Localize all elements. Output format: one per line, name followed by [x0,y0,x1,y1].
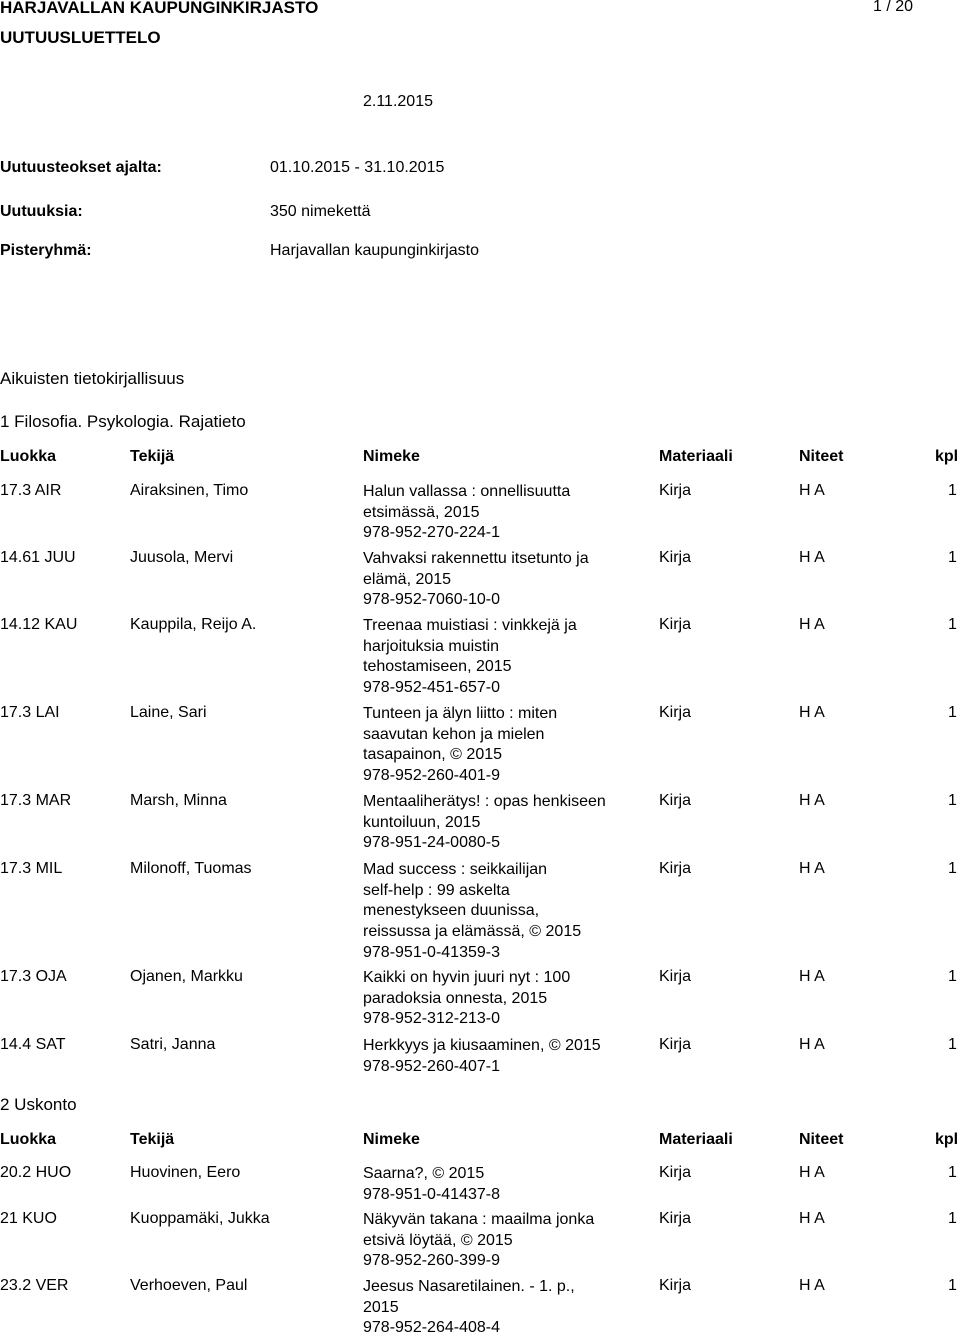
nimeke-line: 2015 [363,1298,399,1316]
nimeke-line: self-help : 99 askelta [363,881,510,899]
nimeke-line: Treenaa muistiasi : vinkkejä ja [363,617,577,634]
section-title: 2 Uskonto [0,1095,77,1114]
group-label: Pisteryhmä: [0,242,92,259]
list-title: UUTUUSLUETTELO [0,28,161,47]
row-materiaali: Kirja [659,1036,692,1053]
row-materiaali: Kirja [659,792,692,809]
row-materiaali: Kirja [659,616,692,633]
nimeke-isbn: 978-951-24-0080-5 [363,834,500,852]
row-kpl: 1 [948,1210,957,1227]
nimeke-line: Kaikki on hyvin juuri nyt : 100 [363,969,571,986]
row-luokka: 23.2 VER [0,1277,69,1294]
nimeke-line: saavutan kehon ja mielen [363,725,545,743]
nimeke-line: reissussa ja elämässä, © 2015 [363,923,582,941]
nimeke-line: harjoituksia muistin [363,637,500,655]
nimeke-line: Näkyvän takana : maailma jonka [363,1211,595,1228]
row-luokka: 17.3 LAI [0,704,60,721]
category-title: Aikuisten tietokirjallisuus [0,369,185,388]
nimeke-line: Halun vallassa : onnellisuutta [363,483,571,500]
row-materiaali: Kirja [659,704,692,721]
row-niteet: H A [799,968,825,985]
nimeke-line: etsivä löytää, © 2015 [363,1231,513,1249]
row-niteet: H A [799,792,825,809]
row-kpl: 1 [948,860,957,877]
period-value: 01.10.2015 - 31.10.2015 [270,159,445,176]
row-nimeke [363,482,653,544]
row-niteet: H A [799,1277,825,1294]
header-nimeke: Nimeke [363,448,420,465]
row-materiaali: Kirja [659,968,692,985]
nimeke-line: elämä, 2015 [363,570,452,588]
library-name: HARJAVALLAN KAUPUNGINKIRJASTO [0,0,319,17]
nimeke-line: menestykseen duunissa, [363,902,540,920]
row-luokka: 17.3 MIL [0,860,63,877]
count-label: Uutuuksia: [0,203,83,220]
nimeke-isbn: 978-951-0-41359-3 [363,943,500,961]
header-tekija: Tekijä [130,448,175,465]
nimeke-isbn: 978-952-260-407-1 [363,1057,500,1075]
row-kpl: 1 [948,1036,957,1053]
count-value: 350 nimekettä [270,203,371,220]
row-luokka: 14.61 JUU [0,549,76,566]
row-niteet: H A [799,704,825,721]
row-nimeke [363,1210,653,1272]
row-tekija: Kauppila, Reijo A. [130,616,257,633]
header-materiaali: Materiaali [659,1131,733,1148]
header-materiaali: Materiaali [659,448,733,465]
nimeke-isbn: 978-951-0-41437-8 [363,1185,500,1203]
header-niteet: Niteet [799,448,844,465]
row-tekija: Ojanen, Markku [130,968,243,985]
row-luokka: 17.3 OJA [0,968,67,985]
row-nimeke [363,616,653,699]
nimeke-isbn: 978-952-260-401-9 [363,767,500,785]
row-kpl: 1 [948,549,957,566]
row-niteet: H A [799,1164,825,1181]
row-tekija: Marsh, Minna [130,792,227,809]
row-kpl: 1 [948,704,957,721]
nimeke-line: Vahvaksi rakennettu itsetunto ja [363,550,589,567]
page-number: 1 / 20 [873,0,914,15]
row-nimeke [363,968,653,1030]
header-niteet: Niteet [799,1131,844,1148]
nimeke-line: Jeesus Nasaretilainen. - 1. p., [363,1278,575,1295]
nimeke-line: paradoksia onnesta, 2015 [363,989,548,1007]
header-kpl: kpl [935,1131,959,1148]
row-niteet: H A [799,482,825,499]
row-nimeke [363,1277,653,1339]
row-luokka: 14.4 SAT [0,1036,66,1053]
row-nimeke [363,792,653,854]
row-nimeke [363,860,653,964]
row-tekija: Verhoeven, Paul [130,1277,248,1294]
report-date: 2.11.2015 [363,93,433,110]
row-luokka: 20.2 HUO [0,1164,72,1181]
row-materiaali: Kirja [659,1277,692,1294]
row-materiaali: Kirja [659,549,692,566]
row-kpl: 1 [948,1164,957,1181]
nimeke-line: kuntoiluun, 2015 [363,813,481,831]
nimeke-isbn: 978-952-7060-10-0 [363,591,500,609]
row-niteet: H A [799,1210,825,1227]
row-tekija: Kuoppamäki, Jukka [130,1210,270,1227]
nimeke-isbn: 978-952-264-408-4 [363,1319,500,1337]
row-nimeke [363,1164,653,1205]
row-kpl: 1 [948,1277,957,1294]
nimeke-isbn: 978-952-312-213-0 [363,1010,500,1028]
group-value: Harjavallan kaupunginkirjasto [270,242,480,259]
nimeke-line: Tunteen ja älyn liitto : miten [363,705,558,722]
row-tekija: Laine, Sari [130,704,207,721]
row-luokka: 21 KUO [0,1210,57,1227]
nimeke-line: tehostamiseen, 2015 [363,658,512,676]
nimeke-line: Mad success : seikkailijan [363,861,548,878]
nimeke-isbn: 978-952-260-399-9 [363,1252,500,1270]
row-materiaali: Kirja [659,1210,692,1227]
row-kpl: 1 [948,792,957,809]
nimeke-line: Saarna?, © 2015 [363,1165,485,1182]
nimeke-isbn: 978-952-451-657-0 [363,679,500,697]
header-kpl: kpl [935,448,959,465]
row-kpl: 1 [948,968,957,985]
row-materiaali: Kirja [659,860,692,877]
section-title: 1 Filosofia. Psykologia. Rajatieto [0,412,246,431]
nimeke-isbn: 978-952-270-224-1 [363,524,500,542]
row-niteet: H A [799,616,825,633]
row-kpl: 1 [948,482,957,499]
row-materiaali: Kirja [659,1164,692,1181]
header-luokka: Luokka [0,1131,57,1148]
nimeke-line: Herkkyys ja kiusaaminen, © 2015 [363,1037,601,1054]
nimeke-line: etsimässä, 2015 [363,503,480,521]
row-nimeke [363,1036,653,1077]
nimeke-line: Mentaaliherätys! : opas henkiseen [363,793,606,810]
row-luokka: 17.3 AIR [0,482,62,499]
row-materiaali: Kirja [659,482,692,499]
row-tekija: Juusola, Mervi [130,549,234,566]
header-tekija: Tekijä [130,1131,175,1148]
header-nimeke: Nimeke [363,1131,420,1148]
row-luokka: 17.3 MAR [0,792,72,809]
row-niteet: H A [799,549,825,566]
row-niteet: H A [799,860,825,877]
nimeke-line: tasapainon, © 2015 [363,746,503,764]
row-nimeke [363,704,653,787]
row-tekija: Huovinen, Eero [130,1164,241,1181]
row-kpl: 1 [948,616,957,633]
period-label: Uutuusteokset ajalta: [0,159,162,176]
header-luokka: Luokka [0,448,57,465]
row-tekija: Airaksinen, Timo [130,482,249,499]
row-luokka: 14.12 KAU [0,616,78,633]
row-tekija: Satri, Janna [130,1036,216,1053]
row-niteet: H A [799,1036,825,1053]
row-nimeke [363,549,653,611]
row-tekija: Milonoff, Tuomas [130,860,252,877]
